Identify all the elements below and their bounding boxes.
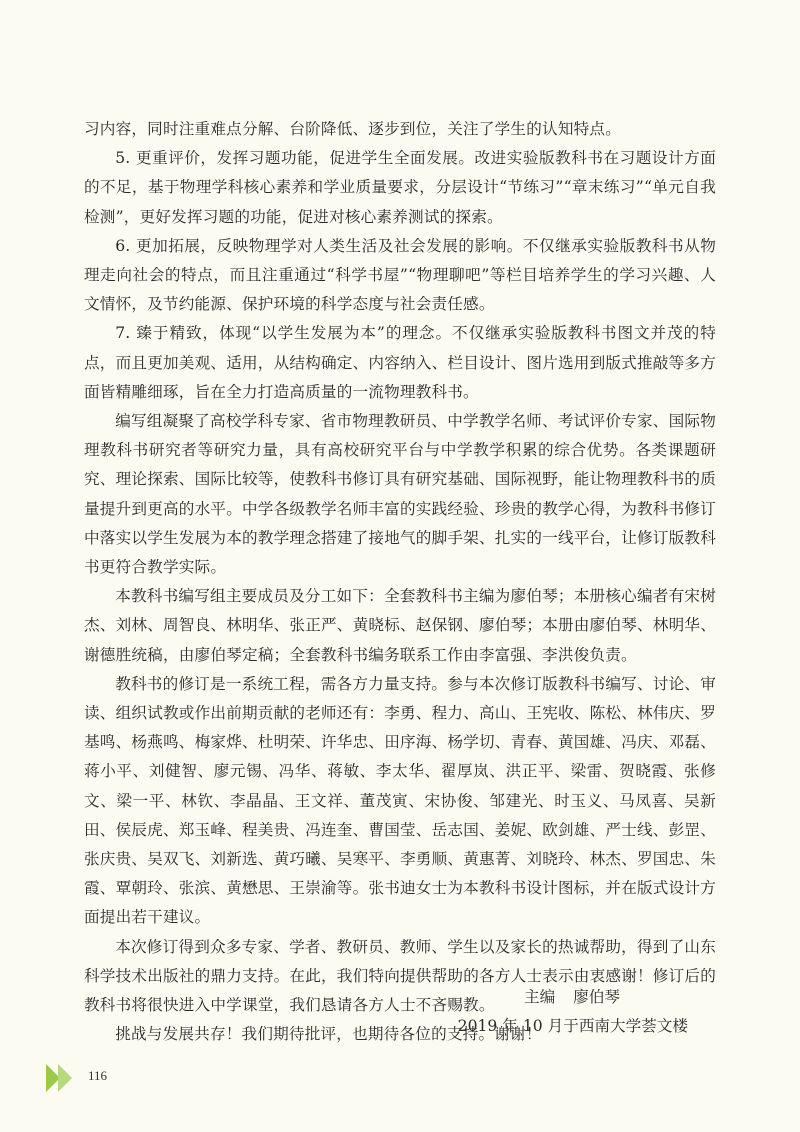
signoff-date: 2019 年 10 月于西南大学荟文楼 [457, 1017, 688, 1035]
paragraph-closing: 挑战与发展共存！我们期待批评，也期待各位的支持。谢谢！ [115, 1025, 542, 1044]
footer-arrows-icon [46, 1064, 82, 1092]
paragraph-contributors: 教科书的修订是一系统工程，需各方力量支持。参与本次修订版教科书编写、讨论、审读、组织试教或作出前期贡献的老师还有：李勇、程力、高山、王宪收、陈松、林伟庆、罗基鸣、杨燕鸣、梅家烨、杜明荣、许华忠、田序海、杨学切、青春、黄国雄、冯庆、邓磊、蒋小平、刘健智、廖元锡、冯华、蒋敏、李太华、翟厚岚、洪正平、梁雷、贺晓霞、张修文、梁一平、林钦、李晶晶、王文祥、董茂寅、宋协俊、邹建光、时玉义、马凤喜、吴新田、侯辰虎、郑玉峰、程美贵、冯连奎、曹国莹、岳志国、姜妮、欧剑雄、严士线、彭罡、张庆贵、吴双飞、刘新选、黄巧曦、吴寒平、李勇顺、黄惠菁、刘晓玲、林杰、罗国忠、朱霞、覃朝玲、张滨、黄懋思、王崇渝等。张书迪女士为本教科书设计图标，并在版式设计方面提出若干建议。 [84, 674, 716, 927]
paragraph-team: 编写组凝聚了高校学科专家、省市物理教研员、中学教学名师、考试评价专家、国际物理教科书研究者等研究力量，具有高校研究平台与中学教学积累的综合优势。各类课题研究、理论探索、国际比较等，使教科书修订具有研究基础、国际视野，能让物理教科书的质量提升到更高的水平。中学各级教学名师丰富的实践经验、珍贵的教学心得，为教科书修订中落实以学生发展为本的教学理念搭建了接地气的脚手架、扎实的一线平台，让修订版教科书更符合教学实际。 [84, 412, 716, 577]
page-number: 116 [88, 1068, 108, 1083]
paragraph-members: 本教科书编写组主要成员及分工如下：全套教科书主编为廖伯琴；本册核心编者有宋树杰、刘林、周智良、林明华、张正严、黄晓标、赵保钢、廖伯琴；本册由廖伯琴、林明华、谢德胜统稿，由廖伯琴定稿；全套教科书编务联系工作由李富强、李洪俊负责。 [84, 587, 716, 664]
paragraph-item-6: 6. 更加拓展，反映物理学对人类生活及社会发展的影响。不仅继承实验版教科书从物理走向社会的特点，而且注重通过“科学书屋”“物理聊吧”等栏目培养学生的学习兴趣、人文情怀，及节约能源、保护环境的科学态度与社会责任感。 [84, 236, 716, 314]
page-body [84, 115, 716, 1050]
paragraph-continuation: 习内容，同时注重难点分解、台阶降低、逐步到位，关注了学生的认知特点。 [84, 120, 621, 138]
signoff-editor [84, 983, 716, 1012]
signoff-role: 主编 [524, 988, 556, 1006]
paragraph-item-5: 5. 更重评价，发挥习题功能，促进学生全面发展。改进实验版教科书在习题设计方面的不足，基于物理学科核心素养和学业质量要求，分层设计“节练习”“章末练习”“单元自我检测”，更好发挥习题的功能，促进对核心素养测试的探索。 [84, 149, 716, 226]
paragraph-thanks: 本次修订得到众多专家、学者、教研员、教师、学生以及家长的热诚帮助，得到了山东科学技术出版社的鼎力支持。在此，我们特向提供帮助的各方人士表示由衷感谢！修订后的教科书将很快进入中学课堂，我们恳请各方人士不吝赐教。 [84, 937, 716, 1015]
arrow-right-icon [58, 1064, 72, 1092]
signoff-name: 廖伯琴 [573, 988, 620, 1006]
paragraph-item-7: 7. 臻于精致，体现“以学生发展为本”的理念。不仅继承实验版教科书图文并茂的特点，而且更加美观、适用，从结构确定、内容纳入、栏目设计、图片选用到版式推敲等多方面皆精雕细琢，旨在全力打造高质量的一流物理教科书。 [84, 324, 716, 401]
arrow-left-icon [46, 1064, 60, 1092]
